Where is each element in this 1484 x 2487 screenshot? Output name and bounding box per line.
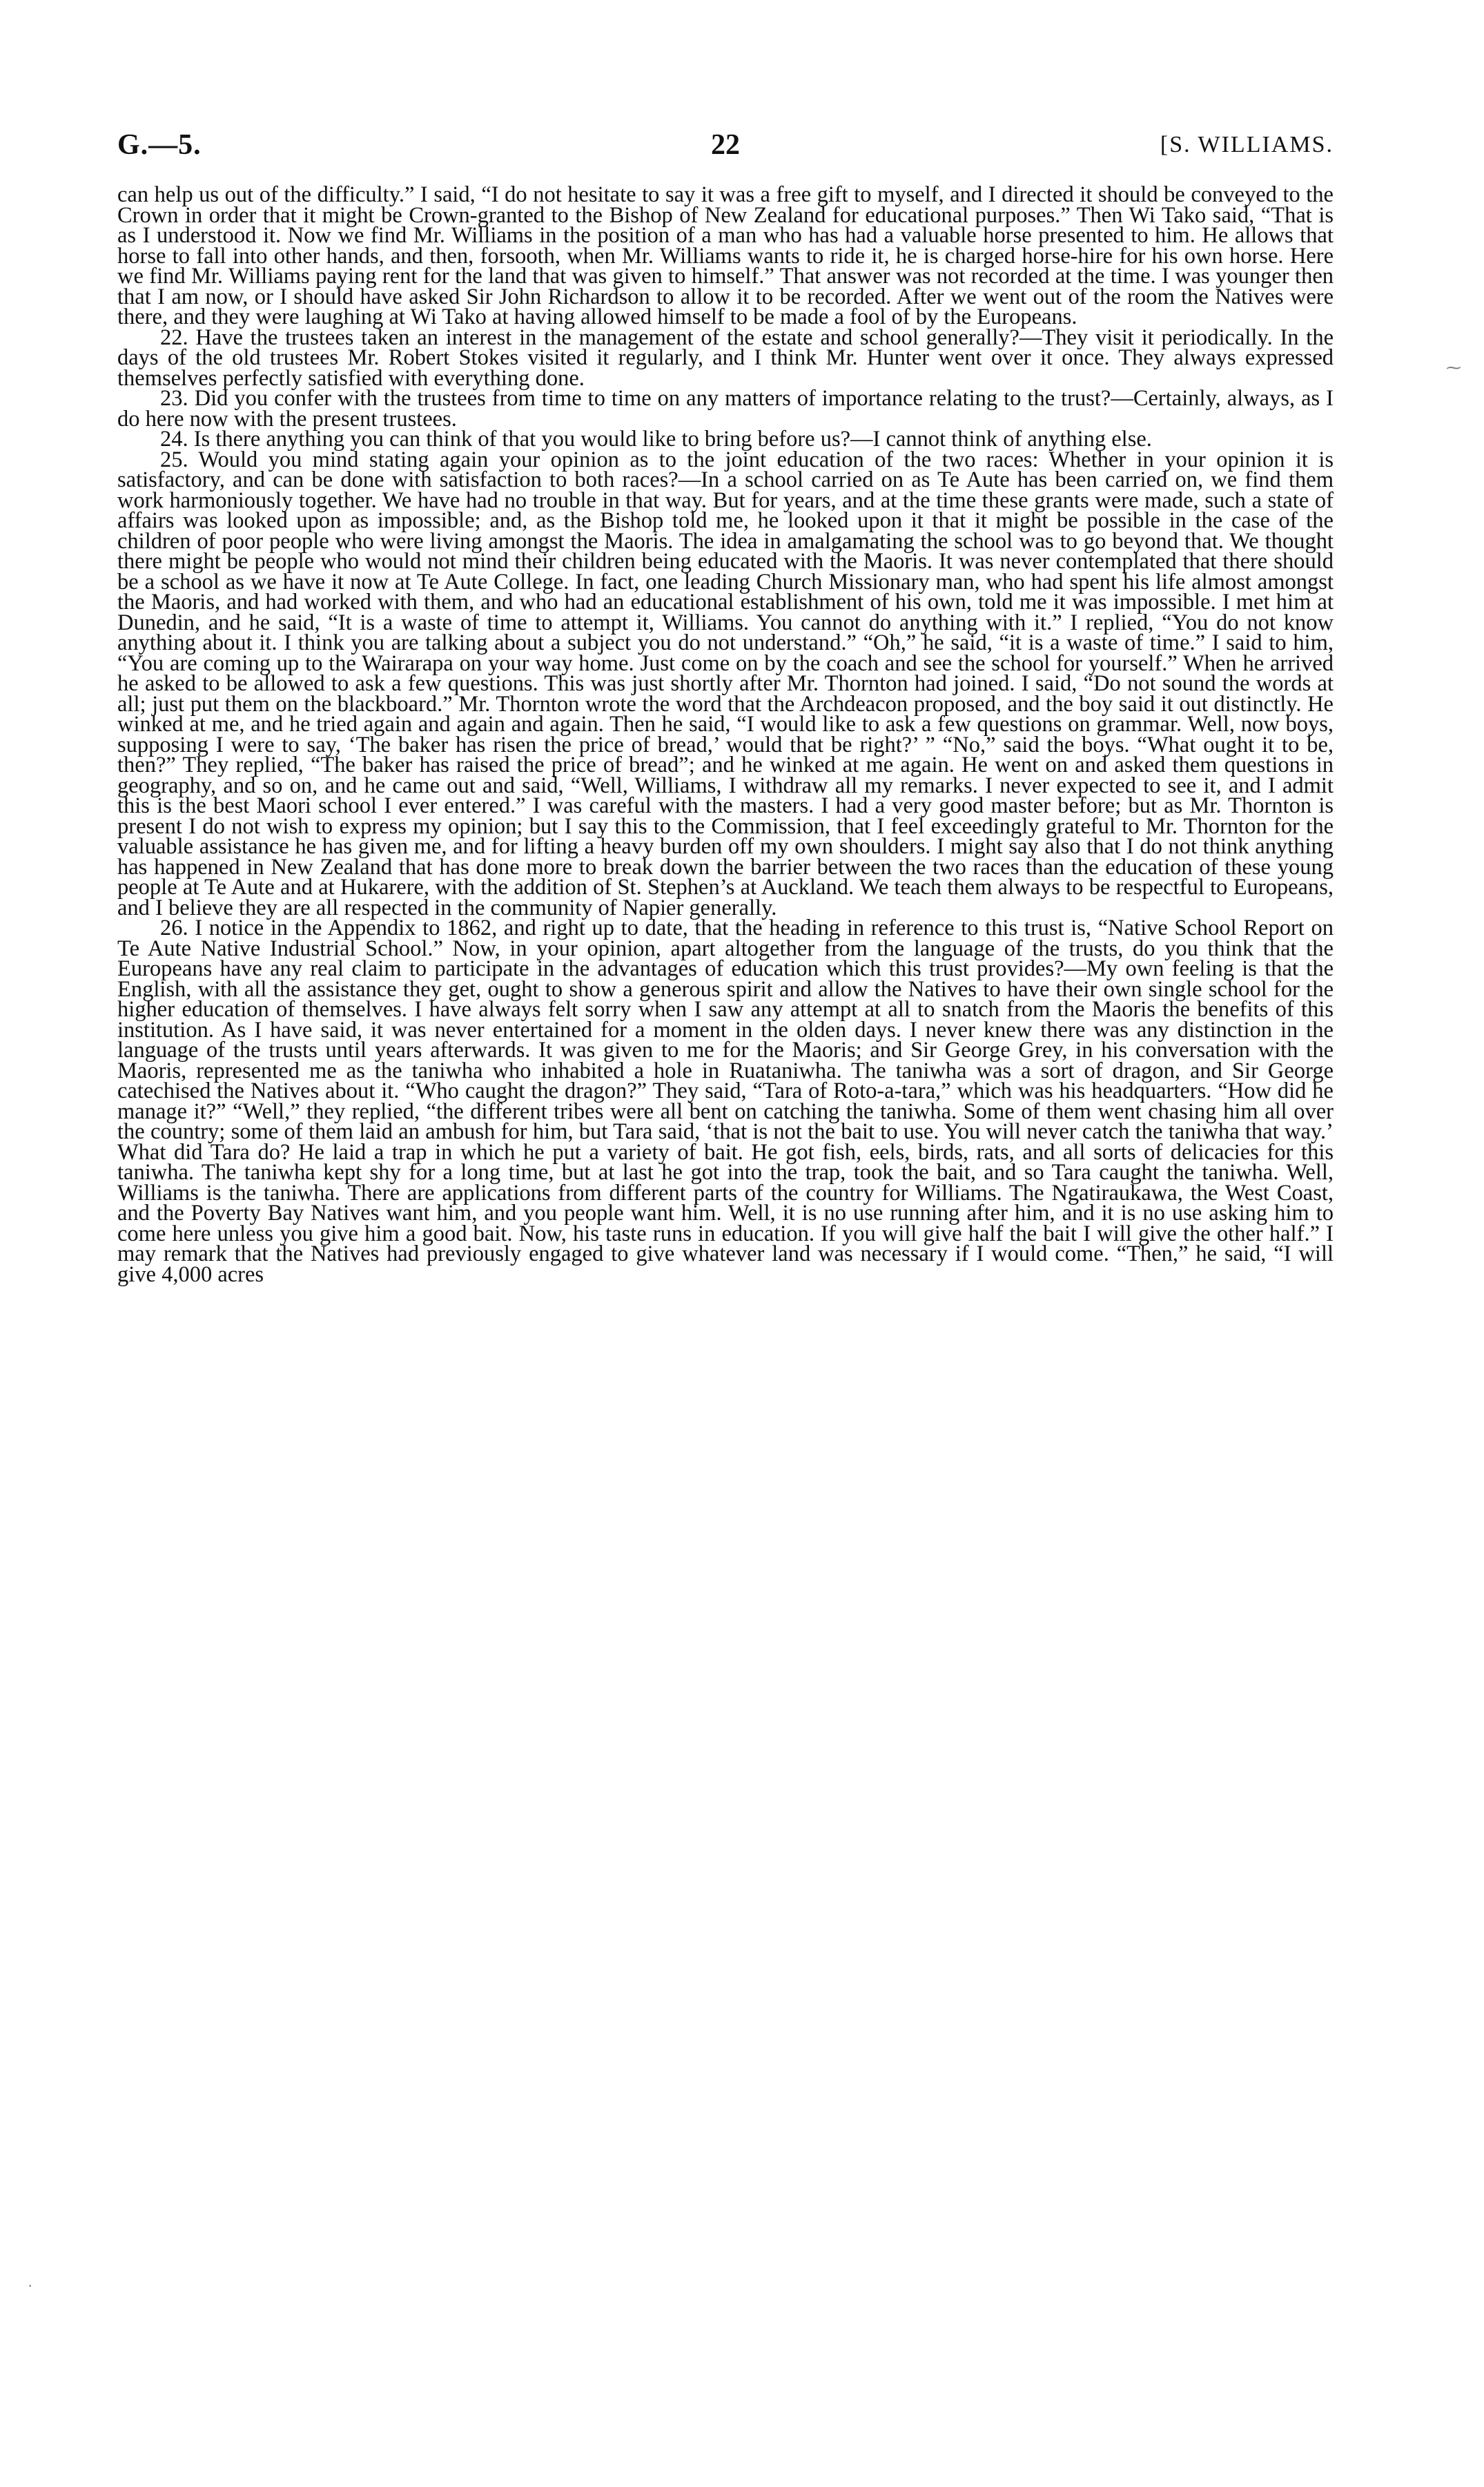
margin-scan-mark: ⁓ [1446,359,1461,376]
paragraph-question-23: 23. Did you confer with the trustees from time to time on any matters of importance relating to the trust?—Certainly, always, as I do here now with the present trustees. [117,386,1334,432]
page-header [117,124,1334,166]
margin-scan-dot: · [28,2277,33,2294]
paragraph-question-26: 26. I notice in the Appendix to 1862, and right up to date, that the heading in reference to this trust is, “Native School Report on Te Aute Native Industrial School.” Now, in your opinion, apart altogether from the language of the trusts, do you think that the Europeans have any real claim to participate in the advantages of education which this trust provides?—My own feeling is that the English, with all the assistance they get, ought to show a generous spirit and allow the Natives to have their own single school for the higher education of themselves. I have always felt sorry when I saw any attempt at all to snatch from the Maoris the benefits of this institution. As I have said, it was never entertained for a moment in the olden days. I never knew there was any distinction in the language of the trusts until years afterwards. It was given to me for the Maoris; and Sir George Grey, in his conversation with the Maoris, represented me as the taniwha who inhabited a hole in Ruataniwha. The taniwha was a sort of dragon, and Sir George catechised the Natives about it. “Who caught the dragon?” They said, “Tara of Roto-a-tara,” which was his headquarters. “How did he manage it?” “Well,” they replied, “the different tribes were all bent on catching the taniwha. Some of them went chasing him all over the country; some of them laid an ambush for him, but Tara said, ‘that is not the bait to use. You will never catch the taniwha that way.’ What did Tara do? He laid a trap in which he put a variety of bait. He got fish, eels, birds, rats, and all sorts of delicacies for this taniwha. The taniwha kept shy for a long time, but at last he got into the trap, took the bait, and so Tara caught the taniwha. Well, Williams is the taniwha. There are applications from different parts of the country for Williams. The Ngatiraukawa, the West Coast, and the Poverty Bay Natives want him, and you people want him. Well, it is no use running after him, and it is no use asking him to come here unless you give him a good bait. Now, his taste runs in education. If you will give half the bait I will give the other half.” I may remark that the Natives had previously engaged to give whatever land was necessary if I would come. “Then,” he said, “I will give 4,000 acres [117,916,1334,1287]
witness-name: [S. WILLIAMS. [1160,132,1334,157]
document-code: G.—5. [117,129,202,161]
page-number: 22 [711,129,740,161]
paragraph-question-25: 25. Would you mind stating again your opinion as to the joint education of the two races: Whether in your opinion it is satisfactory, and can be done with satisfaction to both races?—In a school carried on as Te Aute has been carried on, we find them work harmoniously together. We have had no trouble in that way. But for years, and at the time these grants were made, such a state of affairs was looked upon as impossible; and, as the Bishop told me, he looked upon it that it might be possible in the case of the children of poor people who were living amongst the Maoris. The idea in amalgamating the school was to go beyond that. We thought there might be people who would not mind their children being educated with the Maoris. It was never contemplated that there should be a school as we have it now at Te Aute College. In fact, one leading Church Missionary man, who had spent his life almost amongst the Maoris, and had worked with them, and who had an educational establishment of his own, told me it was impossible. I met him at Dunedin, and he said, “It is a waste of time to attempt it, Williams. You cannot do anything with it.” I replied, “You do not know anything about it. I think you are talking about a subject you do not understand.” “Oh,” he said, “it is a waste of time.” I said to him, “You are coming up to the Wairarapa on your way home. Just come on by the coach and see the school for yourself.” When he arrived he asked to be allowed to ask a few questions. This was just shortly after Mr. Thornton had joined. I said, “Do not sound the words at all; just put them on the blackboard.” Mr. Thornton wrote the word that the Archdeacon proposed, and the boy said it out distinctly. He winked at me, and he tried again and again and again. Then he said, “I would like to ask a few questions on grammar. Well, now boys, supposing I were to say, ‘The baker has risen the price of bread,’ would that be right?’ ” “No,” said the boys. “What ought it to be, then?” They replied, “The baker has raised the price of bread”; and he winked at me again. He went on and asked them questions in geography, and so on, and he came out and said, “Well, Williams, I withdraw all my remarks. I never expected to see it, and I admit this is the best Maori school I ever entered.” I was careful with the masters. I had a very good master before; but as Mr. Thornton is present I do not wish to express my opinion; but I say this to the Commission, that I feel exceedingly grateful to Mr. Thornton for the valuable assistance he has given me, and for lifting a heavy burden off my own shoulders. I might say also that I do not think anything has happened in New Zealand that has done more to break down the barrier between the two races than the education of these young people at Te Aute and at Hukarere, with the addition of St. Stephen’s at Auckland. We teach them always to be respectful to Europeans, and I believe they are all respected in the community of Napier generally. [117,447,1334,920]
paragraph-question-22: 22. Have the trustees taken an interest in the management of the estate and school generally?—They visit it periodically. In the days of the old trustees Mr. Robert Stokes visited it regularly, and I think Mr. Hunter went over it once. They always expressed themselves perfectly satisfied with everything done. [117,325,1334,391]
paragraph-question-24: 24. Is there anything you can think of that you would like to bring before us?—I cannot think of anything else. [160,427,1152,452]
paragraph-continuation: can help us out of the difficulty.” I said, “I do not hesitate to say it was a free gift to myself, and I directed it should be conveyed to the Crown in order that it might be Crown-granted to the Bishop of New Zealand for educational purposes.” Then Wi Tako said, “That is as I understood it. Now we find Mr. Williams in the position of a man who has had a valuable horse presented to him. He allows that horse to fall into other hands, and then, forsooth, when Mr. Williams wants to ride it, he is charged horse-hire for his own horse. Here we find Mr. Williams paying rent for the land that was given to himself.” That answer was not recorded at the time. I was younger then that I am now, or I should have asked Sir John Richardson to allow it to be recorded. After we went out of the room the Natives were there, and they were laughing at Wi Tako at having allowed himself to be made a fool of by the Europeans. [117,182,1334,329]
document-body [117,182,1334,1287]
